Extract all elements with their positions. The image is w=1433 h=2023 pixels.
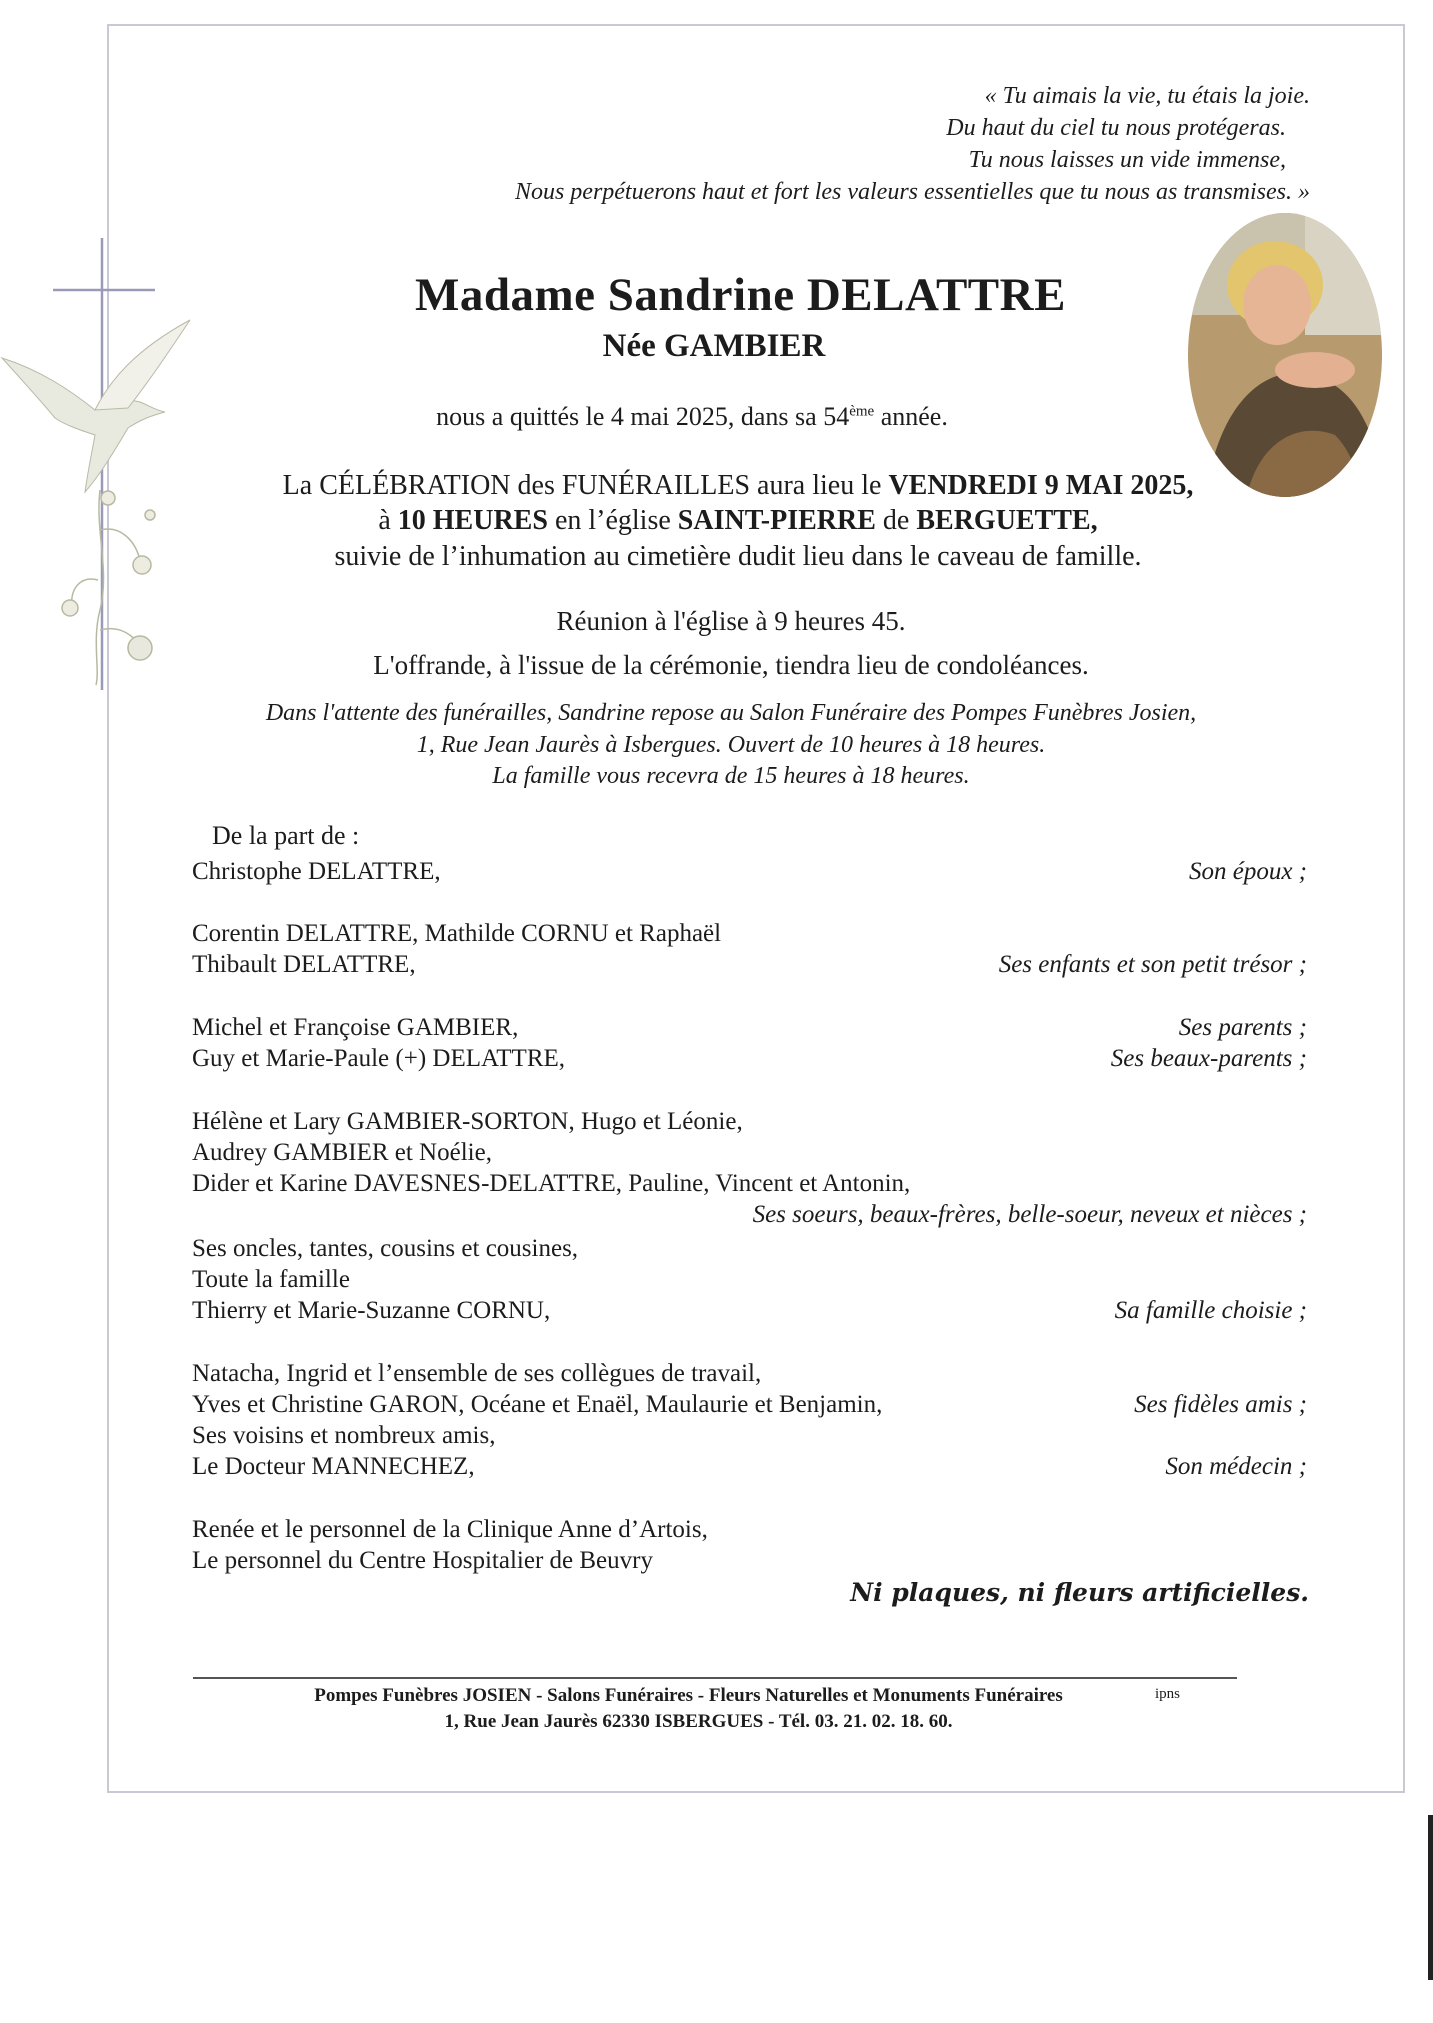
family-row: [192, 918, 1307, 949]
family-names: Le personnel du Centre Hospitalier de Beuvry: [192, 1547, 653, 1574]
family-names: Guy et Marie-Paule (+) DELATTRE,: [192, 1045, 566, 1072]
footer-line-1: Pompes Funèbres JOSIEN - Salons Funéraires - Fleurs Naturelles et Monuments Funéraires: [314, 1685, 1063, 1706]
death-suffix: année.: [874, 402, 948, 431]
wake-line-3: La famille vous recevra de 15 heures à 18 heures.: [492, 763, 970, 789]
ceremony-text: La CÉLÉBRATION des FUNÉRAILLES aura lieu le: [282, 470, 889, 501]
family-names: Ses voisins et nombreux amis,: [192, 1422, 496, 1449]
ceremony-line-1: [188, 470, 1288, 502]
ceremony-line-2: [188, 505, 1288, 537]
family-relation: Sa famille choisie ;: [1114, 1297, 1307, 1324]
family-names: Ses oncles, tantes, cousins et cousines,: [192, 1235, 579, 1262]
quote-line: Du haut du ciel tu nous protégeras.: [946, 115, 1286, 141]
family-names: Yves et Christine GARON, Océane et Enaël, Maulaurie et Benjamin,: [192, 1391, 883, 1418]
church-town: BERGUETTE,: [916, 505, 1098, 536]
ipns-mark: ipns: [1155, 1686, 1181, 1702]
family-relation: Ses beaux-parents ;: [1110, 1045, 1307, 1072]
family-names: Corentin DELATTRE, Mathilde CORNU et Raphaël: [192, 920, 722, 947]
family-names: Toute la famille: [192, 1266, 350, 1293]
family-row: [192, 1233, 1307, 1264]
epitaph-quote: [515, 80, 1310, 208]
family-names: Dider et Karine DAVESNES-DELATTRE, Pauline, Vincent et Antonin,: [192, 1170, 911, 1197]
family-names: Le Docteur MANNECHEZ,: [192, 1453, 475, 1480]
family-row: [192, 1545, 1307, 1576]
ceremony-text: en l’église: [547, 505, 678, 536]
family-relation: Ses soeurs, beaux-frères, belle-soeur, neveux et nièces ;: [752, 1201, 1307, 1228]
family-row: [192, 949, 1307, 980]
family-row: [192, 1514, 1307, 1545]
family-relation: Ses parents ;: [1178, 1014, 1307, 1041]
family-names: Audrey GAMBIER et Noélie,: [192, 1139, 492, 1166]
death-text: nous a quittés le 4 mai 2025, dans sa 54: [436, 402, 850, 431]
family-row: [192, 1137, 1307, 1168]
family-row: [192, 1043, 1307, 1074]
family-names: Natacha, Ingrid et l’ensemble de ses collègues de travail,: [192, 1360, 762, 1387]
quote-line: Nous perpétuerons haut et fort les valeurs essentielles que tu nous as transmises. »: [514, 179, 1310, 205]
church-name: SAINT-PIERRE: [677, 505, 876, 536]
footer-line-2: 1, Rue Jean Jaurès 62330 ISBERGUES - Tél. 03. 21. 02. 18. 60.: [444, 1711, 953, 1732]
offering-note: L'offrande, à l'issue de la cérémonie, tiendra lieu de condoléances.: [373, 650, 1089, 680]
family-row: [192, 1451, 1307, 1482]
no-artificial-flowers-note: Ni plaques, ni fleurs artificielles.: [850, 1578, 1309, 1607]
ceremony-text: à: [378, 505, 398, 536]
quote-line: « Tu aimais la vie, tu étais la joie.: [984, 83, 1310, 109]
family-names: Thierry et Marie-Suzanne CORNU,: [192, 1297, 551, 1324]
family-row: [192, 1264, 1307, 1295]
family-relation: Son médecin ;: [1165, 1453, 1307, 1480]
wake-line-1: Dans l'attente des funérailles, Sandrine repose au Salon Funéraire des Pompes Funèbres Josien,: [265, 700, 1197, 726]
family-names: Hélène et Lary GAMBIER-SORTON, Hugo et Léonie,: [192, 1108, 743, 1135]
family-row: [192, 1420, 1307, 1451]
footer-divider: [193, 1677, 1237, 1679]
family-relation: Ses fidèles amis ;: [1134, 1391, 1307, 1418]
family-row: [192, 1358, 1307, 1389]
family-row: [192, 1389, 1307, 1420]
ceremony-line-3: suivie de l’inhumation au cimetière dudit lieu dans le caveau de famille.: [334, 541, 1142, 572]
family-row: [192, 856, 1307, 887]
family-row: [192, 1106, 1307, 1137]
ceremony-text: de: [875, 505, 917, 536]
family-names: Christophe DELATTRE,: [192, 858, 441, 885]
deceased-name: Madame Sandrine DELATTRE: [415, 269, 1066, 321]
flower-icon: [62, 490, 155, 685]
family-relation: Son époux ;: [1188, 858, 1307, 885]
family-row: [192, 1012, 1307, 1043]
ceremony-time: 10 HEURES: [397, 505, 548, 536]
scan-edge: [1428, 1815, 1433, 1980]
quote-line: Tu nous laisses un vide immense,: [968, 147, 1286, 173]
death-sup: ème: [849, 403, 875, 420]
cross-dove-decoration: [0, 230, 200, 690]
death-notice: [142, 402, 1242, 432]
family-names: Michel et Françoise GAMBIER,: [192, 1014, 519, 1041]
family-row: [192, 1295, 1307, 1326]
family-names: Renée et le personnel de la Clinique Anne d’Artois,: [192, 1516, 708, 1543]
family-row: [192, 1168, 1307, 1199]
meeting-time: Réunion à l'église à 9 heures 45.: [556, 606, 906, 636]
family-names: Thibault DELATTRE,: [192, 951, 416, 978]
ceremony-date: VENDREDI 9 MAI 2025,: [888, 470, 1194, 501]
family-intro: De la part de :: [212, 821, 360, 850]
family-relation: Ses enfants et son petit trésor ;: [998, 951, 1307, 978]
maiden-name: Née GAMBIER: [602, 328, 826, 364]
wake-line-2: 1, Rue Jean Jaurès à Isbergues. Ouvert de 10 heures à 18 heures.: [416, 732, 1046, 758]
